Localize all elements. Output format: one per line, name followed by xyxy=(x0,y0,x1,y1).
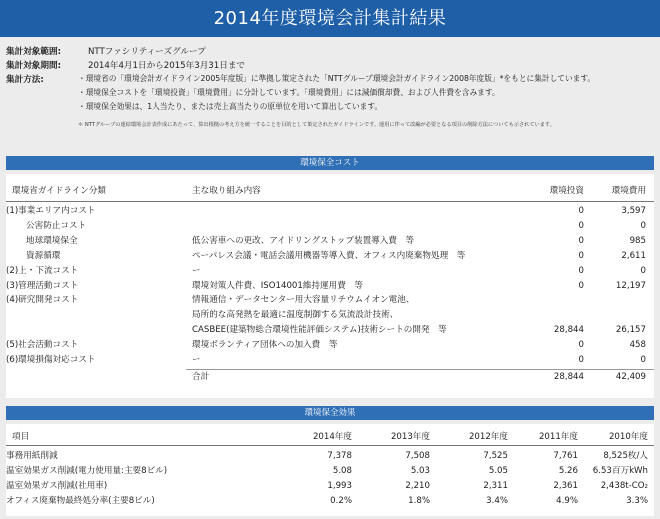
page-title: 2014年度環境会計集計結果 xyxy=(0,0,660,37)
cost-expense: 3,597 xyxy=(621,206,646,216)
effect-value-y2013: 2,210 xyxy=(405,481,430,491)
method-line-2: ・環境保全コストを「環境投資」「環境費用」に分計しています。「環境費用」には減価償却費、および人件費を含みます。 xyxy=(78,88,500,97)
effect-value-y2011: 2,361 xyxy=(553,481,578,491)
effect-section-header: 環境保全効果 xyxy=(6,406,654,420)
cost-row xyxy=(6,249,654,263)
cost-content: 局所的な高発熱を最適に温度制御する気流設計技術、 xyxy=(192,310,399,321)
cost-category: (6)環境損傷対応コスト xyxy=(6,355,96,365)
cost-invest: 0 xyxy=(578,265,584,276)
cost-row xyxy=(6,308,654,322)
effect-row xyxy=(6,479,654,493)
cost-expense: 26,157 xyxy=(615,325,646,336)
cost-row xyxy=(6,279,654,293)
cost-row xyxy=(6,323,654,337)
effect-item: オフィス廃棄物最終処分率(主要8ビル) xyxy=(6,496,155,506)
effect-value-y2011: 7,761 xyxy=(553,451,578,461)
cost-invest: 0 xyxy=(578,340,584,351)
cost-expense: 2,611 xyxy=(621,250,646,261)
cost-category: (1)事業エリア内コスト xyxy=(6,206,96,216)
total-expense: 42,409 xyxy=(615,371,646,382)
cost-expense: 0 xyxy=(640,265,646,276)
effect-value-y2013: 7,508 xyxy=(405,451,430,461)
col-category: 環境省ガイドライン分類 xyxy=(12,186,107,196)
effect-value-y2011: 5.26 xyxy=(558,466,578,476)
effect-value-y2012: 7,525 xyxy=(483,451,508,461)
effect-table xyxy=(6,424,654,516)
report-panel xyxy=(0,37,660,519)
cost-content: 環境対策人件費、ISO14001維持運用費 等 xyxy=(192,280,363,291)
cost-category: (4)研究開発コスト xyxy=(6,295,79,306)
effect-value-y2010: 6.53百万kWh xyxy=(592,466,648,476)
cost-expense: 985 xyxy=(629,235,646,246)
effect-item: 事務用紙削減 xyxy=(6,451,58,461)
cost-row xyxy=(6,204,654,218)
cost-table xyxy=(6,174,654,398)
cost-category: 公害防止コスト xyxy=(26,220,87,231)
total-label: 合計 xyxy=(192,371,210,382)
effect-value-y2013: 1.8% xyxy=(408,496,430,506)
cost-content: 情報通信・データセンター用大容量リチウムイオン電池、 xyxy=(192,295,415,306)
total-invest: 28,844 xyxy=(553,371,584,382)
cost-row xyxy=(6,234,654,248)
effect-header-row xyxy=(6,430,654,444)
effect-value-y2012: 2,311 xyxy=(483,481,508,491)
effect-row xyxy=(6,449,654,463)
cost-invest: 0 xyxy=(578,355,584,365)
effect-value-y2014: 1,993 xyxy=(327,481,352,491)
cost-content: ー xyxy=(192,355,201,365)
cost-expense: 12,197 xyxy=(615,280,646,291)
cost-expense: 0 xyxy=(640,220,646,231)
cost-invest: 0 xyxy=(578,250,584,261)
col-2011: 2011年度 xyxy=(538,432,578,442)
cost-content: ー xyxy=(192,265,201,276)
cost-expense: 458 xyxy=(629,340,646,351)
col-2010: 2010年度 xyxy=(608,432,648,442)
cost-category: (5)社会活動コスト xyxy=(6,340,79,351)
effect-value-y2014: 7,378 xyxy=(327,451,352,461)
cost-content: 低公害車への更改、アイドリングストップ装置導入費 等 xyxy=(192,235,415,246)
cost-row xyxy=(6,293,654,307)
effect-item: 温室効果ガス削減(電力使用量:主要8ビル) xyxy=(6,466,168,476)
cost-invest: 0 xyxy=(578,235,584,246)
effect-value-y2011: 4.9% xyxy=(556,496,578,506)
method-label: 集計方法: xyxy=(6,75,44,85)
cost-category: (3)管理活動コスト xyxy=(6,280,79,291)
method-line-3: ・環境保全効果は、1人当たり、または売上高当たりの原単位を用いて算出しています。 xyxy=(78,102,383,111)
col-expense: 環境費用 xyxy=(611,186,646,196)
cost-row xyxy=(6,219,654,233)
cost-row xyxy=(6,338,654,352)
effect-value-y2013: 5.03 xyxy=(410,466,430,476)
effect-value-y2014: 5.08 xyxy=(332,466,352,476)
col-content: 主な取り組み内容 xyxy=(192,186,261,196)
col-2014: 2014年度 xyxy=(312,432,352,442)
cost-invest: 28,844 xyxy=(553,325,584,336)
cost-row xyxy=(6,353,654,367)
effect-item: 温室効果ガス削減(社用車) xyxy=(6,481,108,491)
cost-category: 地球環境保全 xyxy=(26,235,78,246)
cost-content: CASBEE(建築物総合環境性能評価システム)技術シートの開発 等 xyxy=(192,325,447,336)
effect-value-y2012: 3.4% xyxy=(486,496,508,506)
effect-row xyxy=(6,494,654,508)
cost-header-divider xyxy=(6,201,654,202)
period-value: 2014年4月1日から2015年3月31日まで xyxy=(88,61,246,71)
cost-expense: 0 xyxy=(640,355,646,365)
effect-value-y2012: 5.05 xyxy=(488,466,508,476)
effect-header-divider xyxy=(6,445,654,446)
effect-row xyxy=(6,464,654,478)
col-item: 項目 xyxy=(12,432,30,442)
cost-invest: 0 xyxy=(578,206,584,216)
period-label: 集計対象期間: xyxy=(6,61,61,71)
footnote: ＊ NTTグループの連結環境会計表作成にあたって、算出根拠の考え方を統一することを目的として策定されたガイドラインです。運用に伴って改編が必要となる項目の削除方法についても示されています。 xyxy=(78,122,555,128)
cost-row xyxy=(6,264,654,278)
cost-section-header: 環境保全コスト xyxy=(6,156,654,170)
cost-total-row xyxy=(6,370,654,384)
cost-invest: 0 xyxy=(578,220,584,231)
cost-invest: 0 xyxy=(578,280,584,291)
effect-value-y2014: 0.2% xyxy=(330,496,352,506)
col-2013: 2013年度 xyxy=(390,432,430,442)
cost-header-row xyxy=(6,184,654,198)
effect-value-y2010: 3.3% xyxy=(626,496,648,506)
cost-content: 環境ボランティア団体への加入費 等 xyxy=(192,340,338,351)
cost-content: ペーパレス会議・電話会議用機器等導入費、オフィス内廃棄物処理 等 xyxy=(192,250,466,261)
cost-category: (2)上・下流コスト xyxy=(6,265,79,276)
scope-value: NTTファシリティーズグループ xyxy=(88,47,206,57)
method-line-1: ・環境省の「環境会計ガイドライン2005年度版」に準拠し策定された「NTTグループ環境会計ガイドライン2008年度版」*をもとに集計しています。 xyxy=(78,74,596,83)
effect-value-y2010: 8,525枚/人 xyxy=(603,451,648,461)
effect-value-y2010: 2,438t-CO₂ xyxy=(600,481,648,491)
cost-category: 資源循環 xyxy=(26,250,61,261)
col-2012: 2012年度 xyxy=(468,432,508,442)
scope-label: 集計対象範囲: xyxy=(6,47,61,57)
col-invest: 環境投資 xyxy=(549,186,584,196)
